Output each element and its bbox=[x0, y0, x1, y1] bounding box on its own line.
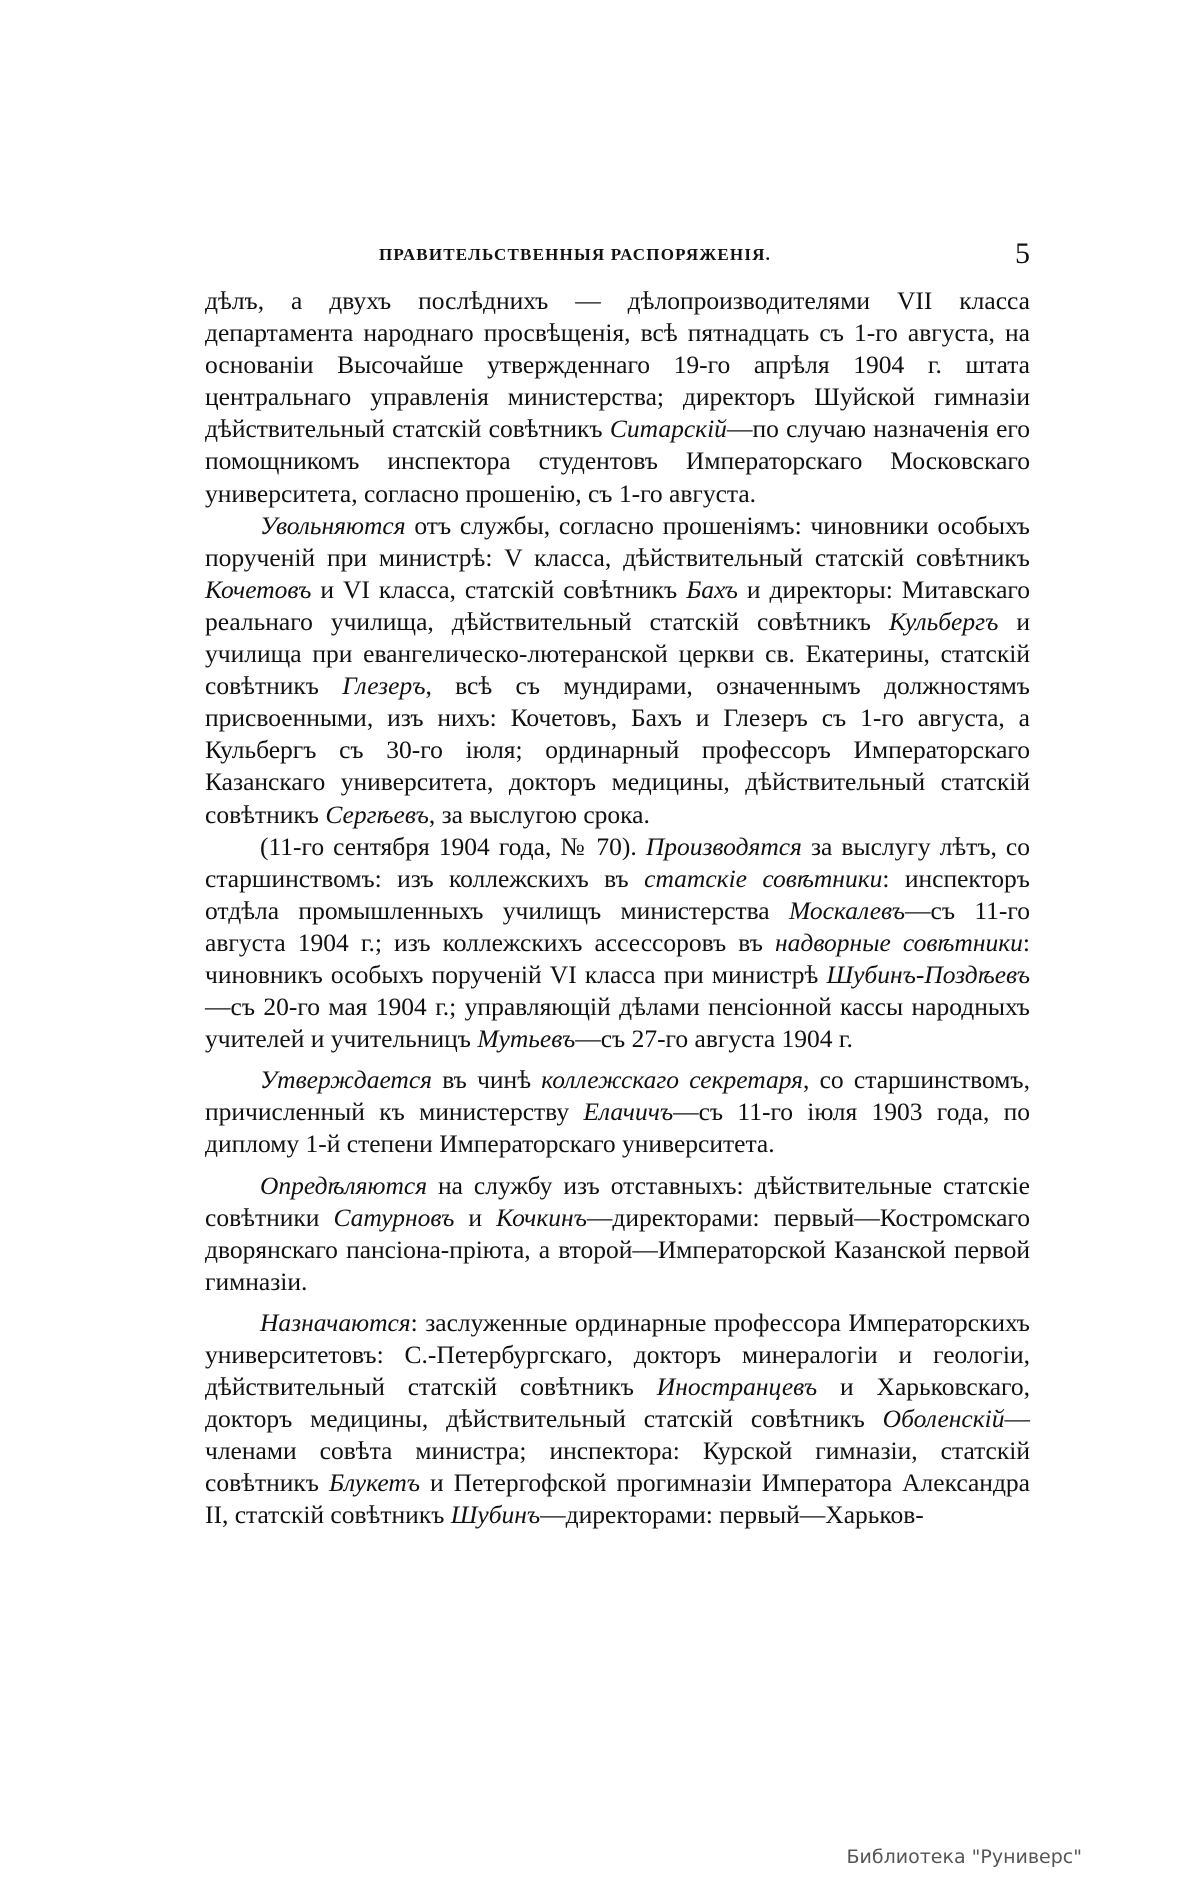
italic-run: Елачичъ bbox=[583, 1097, 674, 1127]
text-run: : инспекторъ отдѣла промышленныхъ училищъ министерства bbox=[205, 863, 1030, 925]
text-run: и bbox=[454, 1202, 497, 1232]
page-number: 5 bbox=[1015, 237, 1030, 270]
text-run: , за выслугою срока. bbox=[428, 799, 650, 829]
text-run: отъ службы, согласно прошеніямъ: чиновники особыхъ порученій при министрѣ: V класса, дѣйствительный статскій совѣтникъ bbox=[205, 510, 1030, 572]
text-run: , со старшинствомъ, причисленный къ министерству bbox=[205, 1065, 1030, 1127]
text-run: и Харьковскаго, докторъ медицины, дѣйствительный статскій совѣтникъ bbox=[205, 1372, 1030, 1434]
italic-run: Увольняются bbox=[260, 510, 406, 540]
library-watermark: Библиотека "Руниверс" bbox=[846, 1846, 1082, 1868]
text-run: —по случаю назначенія его помощникомъ инспектора студентовъ Императорскаго Московскаго университета, согласно прошенію, съ 1-го августа. bbox=[205, 414, 1030, 508]
italic-run: Производятся bbox=[645, 831, 802, 861]
text-run: на службу изъ отставныхъ: дѣйствительные статскіе совѣтники bbox=[205, 1170, 1030, 1232]
italic-run: Бахъ bbox=[686, 574, 738, 604]
italic-run: коллежскаго секретаря bbox=[541, 1065, 803, 1095]
italic-run: Оболенскій bbox=[882, 1404, 1005, 1434]
paragraph-gap bbox=[205, 1161, 1030, 1170]
paragraph bbox=[205, 831, 1030, 1056]
text-run: и VI класса, статскій совѣтникъ bbox=[311, 574, 687, 604]
italic-run: Шубинъ-Поздѣевъ bbox=[826, 959, 1030, 989]
italic-run: статскіе совѣтники bbox=[644, 863, 883, 893]
italic-run: Мутьевъ bbox=[477, 1024, 576, 1054]
header-title: ПРАВИТЕЛЬСТВЕННЫЯ РАСПОРЯЖЕНІЯ. bbox=[379, 245, 772, 264]
italic-run: Москалевъ bbox=[788, 895, 906, 925]
text-run: (11-го сентября 1904 года, № 70). bbox=[260, 831, 646, 861]
italic-run: Кочетовъ bbox=[205, 574, 312, 604]
text-run: , всѣ съ мундирами, означеннымъ должностямъ присвоенными, изъ нихъ: Кочетовъ, Бахъ и Глезеръ съ 1-го августа, а Кульбергъ съ 30-го іюля; ординарный профессоръ Императорскаго Казанскаго университета, докторъ медицины, дѣйствительный статскій совѣтникъ bbox=[205, 671, 1030, 829]
text-run: —съ 11-го августа 1904 г.; изъ коллежскихъ ассессоровъ въ bbox=[205, 895, 1031, 957]
paragraph bbox=[205, 1307, 1030, 1532]
running-header bbox=[205, 237, 1030, 275]
text-run: и Петергофской прогимназіи Императора Александра II, статскій совѣтникъ bbox=[205, 1468, 1030, 1530]
text-run: —директорами: первый—Харьков- bbox=[540, 1500, 924, 1530]
italic-run: Блукетъ bbox=[328, 1468, 421, 1498]
italic-run: Сергѣевъ bbox=[325, 799, 429, 829]
text-run: —съ 27-го августа 1904 г. bbox=[575, 1024, 853, 1054]
italic-run: Утверждается bbox=[260, 1065, 433, 1095]
text-run: : чиновникъ особыхъ порученій VI класса при министрѣ bbox=[205, 927, 1030, 989]
italic-run: Опредѣляются bbox=[260, 1170, 428, 1200]
body-text bbox=[205, 285, 1030, 1532]
text-run: и директоры: Митавскаго реальнаго училища, дѣйствительный статскій совѣтникъ bbox=[205, 574, 1030, 636]
text-run: дѣлъ, а двухъ послѣднихъ — дѣлопроизводителями VII класса департамента народнаго просвѣщенія, всѣ пятнадцать съ 1-го августа, на основаніи Высочайше утвержденнаго 19-го апрѣля 1904 г. штата центральнаго управленія министерства; директоръ Шуйской гимназіи дѣйствительный статскій совѣтникъ bbox=[205, 286, 1030, 444]
text-run: : заслуженные ординарные профессора Императорскихъ университетовъ: С.-Петербургскаго, докторъ минералогіи и геологіи, дѣйствительный статскій совѣтникъ bbox=[205, 1307, 1030, 1402]
italic-run: Кульбергъ bbox=[889, 606, 999, 636]
italic-run: Сатурновъ bbox=[333, 1202, 455, 1232]
text-run: —директорами: первый—Костромскаго дворянскаго пансіона-пріюта, а второй—Императорской Казанской первой гимназіи. bbox=[205, 1202, 1030, 1296]
paragraph bbox=[205, 1064, 1030, 1160]
text-run: —съ 11-го іюля 1903 года, по диплому 1-й степени Императорскаго университета. bbox=[205, 1097, 1030, 1159]
italic-run: Иностранцевъ bbox=[656, 1372, 818, 1402]
text-run: и училища при евангелическо-лютеранской церкви св. Екатерины, статскій совѣтникъ bbox=[205, 606, 1030, 701]
italic-run: Ситарскій bbox=[609, 414, 727, 444]
italic-run: Шубинъ bbox=[450, 1500, 541, 1530]
text-run: за выслугу лѣтъ, со старшинствомъ: изъ коллежскихъ въ bbox=[205, 831, 1030, 893]
italic-run: надворные совѣтники bbox=[775, 927, 1023, 957]
paragraph bbox=[205, 285, 1030, 510]
text-run: —членами совѣта министра; инспектора: Курской гимназіи, статскій совѣтникъ bbox=[205, 1404, 1030, 1498]
paragraph-gap bbox=[205, 1298, 1030, 1307]
paragraph bbox=[205, 1170, 1030, 1298]
text-run: въ чинѣ bbox=[432, 1065, 542, 1095]
italic-run: Назначаются bbox=[260, 1307, 411, 1337]
italic-run: Кочкинъ bbox=[496, 1202, 587, 1232]
paragraph bbox=[205, 510, 1030, 831]
text-run: —съ 20-го мая 1904 г.; управляющій дѣлами пенсіонной кассы народныхъ учителей и учительницъ bbox=[205, 992, 1030, 1054]
paragraph-gap bbox=[205, 1055, 1030, 1064]
italic-run: Глезеръ bbox=[342, 671, 426, 701]
